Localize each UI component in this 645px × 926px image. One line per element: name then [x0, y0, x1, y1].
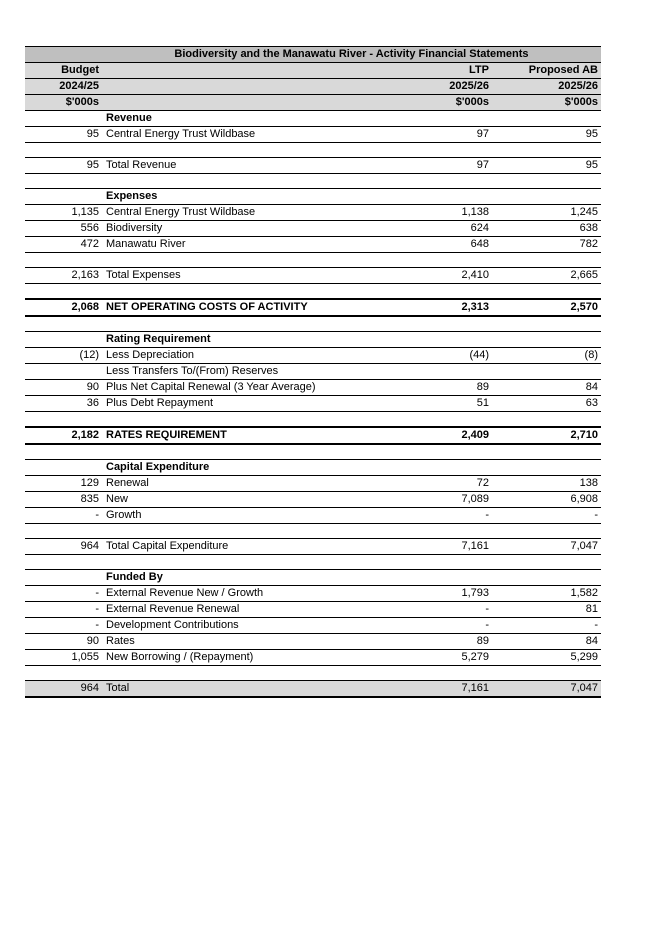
- spacer-cell: [25, 412, 601, 428]
- col-units-budget: $'000s: [25, 95, 102, 111]
- column-labels-row: [25, 63, 601, 79]
- row-label: Capital Expenditure: [102, 460, 385, 476]
- ltp-value: [385, 332, 492, 348]
- table-title-row: [25, 47, 601, 63]
- spacer-cell: [25, 555, 601, 570]
- budget-value: 2,163: [25, 268, 102, 284]
- spacer-cell: [25, 284, 601, 300]
- col-year-spacer: [102, 79, 385, 95]
- budget-value: 129: [25, 476, 102, 492]
- ltp-value: 7,161: [385, 681, 492, 698]
- budget-value: 2,068: [25, 299, 102, 316]
- col-header-proposed-ab: Proposed AB: [492, 63, 601, 79]
- spacer-row: [25, 316, 601, 332]
- ltp-value: 51: [385, 396, 492, 412]
- spacer-row: [25, 666, 601, 681]
- table-row: [25, 681, 601, 698]
- budget-value: 2,182: [25, 427, 102, 444]
- ltp-value: 2,410: [385, 268, 492, 284]
- spacer-cell: [25, 143, 601, 158]
- table-row: [25, 237, 601, 253]
- budget-value: 964: [25, 539, 102, 555]
- title-spacer-cell: [25, 47, 102, 63]
- spacer-row: [25, 555, 601, 570]
- spacer-row: [25, 412, 601, 428]
- proposed-ab-value: 84: [492, 634, 601, 650]
- proposed-ab-value: [492, 460, 601, 476]
- table-row: [25, 396, 601, 412]
- proposed-ab-value: 2,570: [492, 299, 601, 316]
- row-label: RATES REQUIREMENT: [102, 427, 385, 444]
- financial-statements-table: [25, 46, 601, 698]
- proposed-ab-value: 63: [492, 396, 601, 412]
- table-row: [25, 460, 601, 476]
- row-label: Plus Debt Repayment: [102, 396, 385, 412]
- row-label: Funded By: [102, 570, 385, 586]
- col-year-budget: 2024/25: [25, 79, 102, 95]
- proposed-ab-value: 2,665: [492, 268, 601, 284]
- table-row: [25, 299, 601, 316]
- col-year-proposed-ab: 2025/26: [492, 79, 601, 95]
- proposed-ab-value: 5,299: [492, 650, 601, 666]
- table-row: [25, 158, 601, 174]
- budget-value: -: [25, 602, 102, 618]
- spacer-row: [25, 284, 601, 300]
- table-row: [25, 111, 601, 127]
- table-row: [25, 380, 601, 396]
- proposed-ab-value: 1,582: [492, 586, 601, 602]
- table-row: [25, 508, 601, 524]
- column-units-row: [25, 95, 601, 111]
- proposed-ab-value: -: [492, 618, 601, 634]
- budget-value: [25, 189, 102, 205]
- proposed-ab-value: 138: [492, 476, 601, 492]
- spacer-cell: [25, 316, 601, 332]
- budget-value: 95: [25, 158, 102, 174]
- row-label: Rates: [102, 634, 385, 650]
- ltp-value: 89: [385, 380, 492, 396]
- row-label: New: [102, 492, 385, 508]
- row-label: Total Capital Expenditure: [102, 539, 385, 555]
- proposed-ab-value: [492, 111, 601, 127]
- table-row: [25, 570, 601, 586]
- budget-value: 964: [25, 681, 102, 698]
- proposed-ab-value: 95: [492, 127, 601, 143]
- table-row: [25, 364, 601, 380]
- table-row: [25, 634, 601, 650]
- spacer-cell: [25, 253, 601, 268]
- table-row: [25, 221, 601, 237]
- table-body: [25, 111, 601, 698]
- ltp-value: [385, 460, 492, 476]
- ltp-value: 7,089: [385, 492, 492, 508]
- proposed-ab-value: 782: [492, 237, 601, 253]
- budget-value: 472: [25, 237, 102, 253]
- ltp-value: 1,793: [385, 586, 492, 602]
- budget-value: [25, 460, 102, 476]
- proposed-ab-value: [492, 189, 601, 205]
- row-label: Less Transfers To/(From) Reserves: [102, 364, 385, 380]
- proposed-ab-value: 6,908: [492, 492, 601, 508]
- table-row: [25, 205, 601, 221]
- spacer-row: [25, 444, 601, 460]
- ltp-value: [385, 189, 492, 205]
- row-label: Central Energy Trust Wildbase: [102, 205, 385, 221]
- row-label: Manawatu River: [102, 237, 385, 253]
- table-row: [25, 332, 601, 348]
- budget-value: -: [25, 508, 102, 524]
- col-header-ltp: LTP: [385, 63, 492, 79]
- table-row: [25, 348, 601, 364]
- table-row: [25, 492, 601, 508]
- table-row: [25, 427, 601, 444]
- table-row: [25, 476, 601, 492]
- ltp-value: 5,279: [385, 650, 492, 666]
- proposed-ab-value: -: [492, 508, 601, 524]
- budget-value: [25, 111, 102, 127]
- row-label: Central Energy Trust Wildbase: [102, 127, 385, 143]
- proposed-ab-value: 81: [492, 602, 601, 618]
- budget-value: 1,135: [25, 205, 102, 221]
- table-row: [25, 586, 601, 602]
- proposed-ab-value: 95: [492, 158, 601, 174]
- proposed-ab-value: (8): [492, 348, 601, 364]
- proposed-ab-value: [492, 332, 601, 348]
- spacer-row: [25, 253, 601, 268]
- spacer-row: [25, 174, 601, 189]
- ltp-value: 72: [385, 476, 492, 492]
- spacer-cell: [25, 444, 601, 460]
- ltp-value: -: [385, 602, 492, 618]
- column-years-row: [25, 79, 601, 95]
- ltp-value: 648: [385, 237, 492, 253]
- row-label: Less Depreciation: [102, 348, 385, 364]
- ltp-value: [385, 570, 492, 586]
- spacer-cell: [25, 524, 601, 539]
- budget-value: -: [25, 618, 102, 634]
- col-header-activity: [102, 63, 385, 79]
- col-header-budget: Budget: [25, 63, 102, 79]
- col-units-proposed-ab: $'000s: [492, 95, 601, 111]
- ltp-value: 97: [385, 158, 492, 174]
- budget-value: 835: [25, 492, 102, 508]
- ltp-value: -: [385, 508, 492, 524]
- ltp-value: 1,138: [385, 205, 492, 221]
- proposed-ab-value: 1,245: [492, 205, 601, 221]
- row-label: External Revenue Renewal: [102, 602, 385, 618]
- col-year-ltp: 2025/26: [385, 79, 492, 95]
- ltp-value: 2,409: [385, 427, 492, 444]
- proposed-ab-value: 2,710: [492, 427, 601, 444]
- row-label: Total Revenue: [102, 158, 385, 174]
- col-units-spacer: [102, 95, 385, 111]
- budget-value: 556: [25, 221, 102, 237]
- row-label: Plus Net Capital Renewal (3 Year Average): [102, 380, 385, 396]
- budget-value: 95: [25, 127, 102, 143]
- budget-value: -: [25, 586, 102, 602]
- proposed-ab-value: [492, 364, 601, 380]
- budget-value: [25, 570, 102, 586]
- row-label: Development Contributions: [102, 618, 385, 634]
- budget-value: [25, 332, 102, 348]
- table-row: [25, 268, 601, 284]
- ltp-value: -: [385, 618, 492, 634]
- proposed-ab-value: 84: [492, 380, 601, 396]
- spacer-cell: [25, 174, 601, 189]
- row-label: Total Expenses: [102, 268, 385, 284]
- row-label: External Revenue New / Growth: [102, 586, 385, 602]
- table-title: Biodiversity and the Manawatu River - Activity Financial Statements: [102, 47, 601, 63]
- table-row: [25, 618, 601, 634]
- budget-value: 90: [25, 634, 102, 650]
- ltp-value: 7,161: [385, 539, 492, 555]
- col-units-ltp: $'000s: [385, 95, 492, 111]
- table-header: [25, 47, 601, 111]
- ltp-value: 97: [385, 127, 492, 143]
- row-label: New Borrowing / (Repayment): [102, 650, 385, 666]
- table-row: [25, 602, 601, 618]
- table-row: [25, 650, 601, 666]
- row-label: Total: [102, 681, 385, 698]
- proposed-ab-value: 7,047: [492, 681, 601, 698]
- spacer-row: [25, 524, 601, 539]
- row-label: Rating Requirement: [102, 332, 385, 348]
- ltp-value: (44): [385, 348, 492, 364]
- row-label: Expenses: [102, 189, 385, 205]
- proposed-ab-value: [492, 570, 601, 586]
- budget-value: [25, 364, 102, 380]
- spacer-row: [25, 143, 601, 158]
- ltp-value: [385, 364, 492, 380]
- budget-value: 90: [25, 380, 102, 396]
- ltp-value: 624: [385, 221, 492, 237]
- budget-value: 36: [25, 396, 102, 412]
- table-row: [25, 189, 601, 205]
- proposed-ab-value: 7,047: [492, 539, 601, 555]
- row-label: Biodiversity: [102, 221, 385, 237]
- ltp-value: [385, 111, 492, 127]
- table-row: [25, 127, 601, 143]
- budget-value: 1,055: [25, 650, 102, 666]
- spacer-cell: [25, 666, 601, 681]
- proposed-ab-value: 638: [492, 221, 601, 237]
- ltp-value: 89: [385, 634, 492, 650]
- table-row: [25, 539, 601, 555]
- budget-value: (12): [25, 348, 102, 364]
- ltp-value: 2,313: [385, 299, 492, 316]
- row-label: NET OPERATING COSTS OF ACTIVITY: [102, 299, 385, 316]
- row-label: Revenue: [102, 111, 385, 127]
- row-label: Growth: [102, 508, 385, 524]
- row-label: Renewal: [102, 476, 385, 492]
